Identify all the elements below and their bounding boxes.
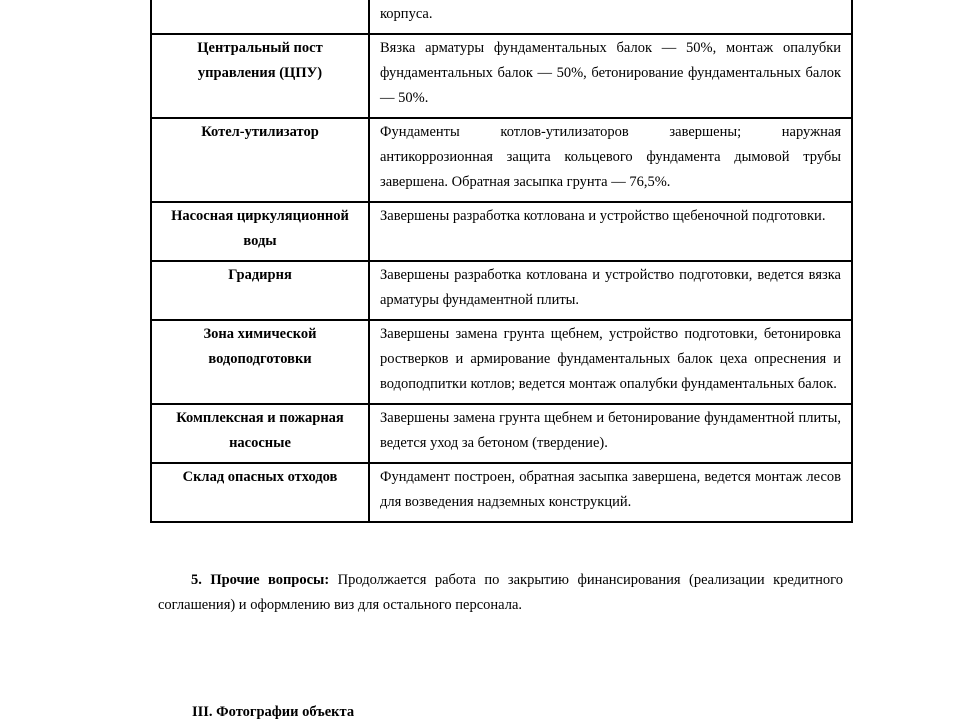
status-cell: Завершены разработка котлована и устройство подготовки, ведется вязка арматуры фундаментной плиты.	[369, 261, 852, 320]
table-row	[151, 202, 852, 261]
status-cell: Завершены замена грунта щебнем, устройство подготовки, бетонировка ростверков и армирование фундаментальных балок цеха опреснения и водоподпитки котлов; ведется монтаж опалубки фундаментальных балок.	[369, 320, 852, 404]
object-name-cell: Градирня	[151, 261, 369, 320]
status-cell: Завершены замена грунта щебнем и бетонирование фундаментной плиты, ведется уход за бетоном (твердение).	[369, 404, 852, 463]
object-name-cell: Центральный пост управления (ЦПУ)	[151, 34, 369, 118]
status-cell: корпуса.	[369, 0, 852, 34]
status-cell: Фундаменты котлов-утилизаторов завершены; наружная антикоррозионная защита кольцевого фундамента дымовой трубы завершена. Обратная засыпка грунта — 76,5%.	[369, 118, 852, 202]
object-name-cell: Зона химической водоподготовки	[151, 320, 369, 404]
other-issues-text: Продолжается работа по закрытию финансирования (реализации кредитного соглашения) и оформлению виз для остального персонала.	[158, 572, 843, 613]
object-name-cell: Комплексная и пожарная насосные	[151, 404, 369, 463]
table-row	[151, 34, 852, 118]
object-name-cell: Склад опасных отходов	[151, 463, 369, 522]
object-name-cell: Котел-утилизатор	[151, 118, 369, 202]
status-cell: Фундамент построен, обратная засыпка завершена, ведется монтаж лесов для возведения надземных конструкций.	[369, 463, 852, 522]
construction-status-table	[150, 0, 853, 523]
object-name-cell: Насосная циркуляционной воды	[151, 202, 369, 261]
status-cell: Вязка арматуры фундаментальных балок — 50%, монтаж опалубки фундаментальных балок — 50%, бетонирование фундаментальных балок — 50%.	[369, 34, 852, 118]
other-issues-label: 5. Прочие вопросы:	[191, 572, 330, 588]
table-row	[151, 320, 852, 404]
status-cell: Завершены разработка котлована и устройство щебеночной подготовки.	[369, 202, 852, 261]
object-name-cell	[151, 0, 369, 34]
section-heading-photos: III. Фотографии объекта	[192, 704, 355, 720]
table-row	[151, 0, 852, 34]
other-issues-paragraph	[158, 568, 843, 618]
table-row	[151, 261, 852, 320]
table-row	[151, 463, 852, 522]
table-row	[151, 404, 852, 463]
table-row	[151, 118, 852, 202]
